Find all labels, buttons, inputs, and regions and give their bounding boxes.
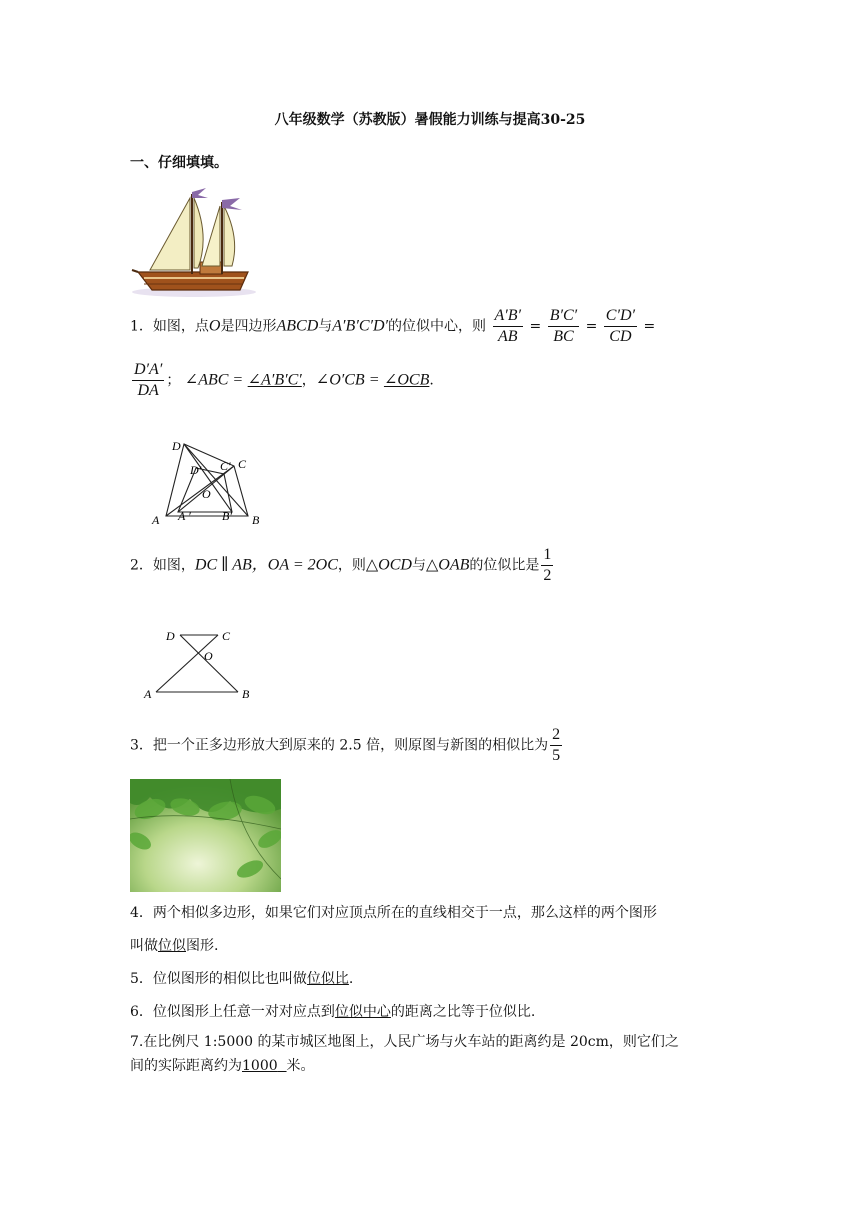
fig1-label-c-prime: C′ [220,459,231,473]
question-1-continued [130,360,434,401]
question-1 [130,306,655,347]
fig1-label-a: A [152,513,160,527]
q7-pre: 间的实际距离约为 [130,1058,242,1074]
q1-angle2: ∠O′CB = [315,371,380,389]
q1-angle1: ∠ABC = [184,371,244,389]
page-title: 八年级数学（苏教版）暑假能力训练与提高30-25 [274,112,586,128]
fig2-label-c: C [222,629,231,643]
q3-fraction-num: 2 [550,725,562,746]
q1-o: O [208,317,221,335]
fig1-label-b: B [252,513,260,527]
fraction-4 [132,360,164,401]
question-7-line-2 [130,1055,315,1075]
fraction-3-den: CD [609,328,632,345]
question-5 [130,968,353,988]
q1-text1: 是四边形 [220,318,277,335]
q1-comma: ， [301,372,316,389]
fraction-2-den: BC [553,328,574,345]
q5-post: . [348,971,354,987]
fig1-label-o: O [202,487,211,501]
q1-answer-2: ∠OCB [383,371,430,389]
q4-answer: 位似 [158,938,186,954]
q1-text2: 与 [318,318,333,335]
equals-1: = [529,318,542,335]
question-4-line-1: 4．两个相似多边形，如果它们对应顶点所在的直线相交于一点，那么这样的两个图形 [130,905,657,921]
q2-text1: ，则 [337,557,366,574]
fraction-4-den: DA [137,382,159,399]
q6-answer: 位似中心 [334,1004,391,1020]
leaves-photo [130,779,281,892]
fraction-4-num: D′A′ [132,360,164,381]
q2-triangle-oab: △OAB [425,556,470,574]
question-2 [130,545,555,586]
q4-post: 图形. [186,938,219,954]
fig1-label-d-prime: D′ [190,463,202,477]
sailboat-illustration [130,186,258,298]
figure-1-quadrilateral [148,432,268,532]
q7-post: 米。 [286,1058,315,1074]
fraction-2-num: B′C′ [548,306,579,327]
question-7-line-1: 7.在比例尺 1:5000 的某市城区地图上，人民广场与火车站的距离约是 20cm，则它们之 [130,1034,679,1050]
fig2-label-b: B [242,687,250,701]
q2-text2: 与 [411,557,426,574]
equals-3: = [643,318,656,335]
q1-abcd: ABCD [276,317,319,335]
q2-fraction-num: 1 [541,545,553,566]
fraction-2 [548,306,579,347]
fraction-3 [604,306,637,347]
fig1-label-b-prime: B′ [222,509,232,523]
q1-prefix: 1．如图，点 [130,318,209,335]
q2-text3: 的位似比是 [469,557,540,574]
question-3 [130,725,564,766]
q1-answer-1: ∠A′B′C′ [247,371,302,389]
fraction-1 [493,306,524,347]
question-6 [130,1001,535,1021]
q1-semicolon: ； [166,372,181,389]
equals-2: = [585,318,598,335]
fig2-label-d: D [166,629,175,643]
fig1-label-c: C [238,457,247,471]
fig2-label-o: O [204,649,213,663]
q7-answer-value: 1000 [242,1058,278,1074]
figure-2-triangles [140,626,260,706]
q1-text3: 的位似中心，则 [388,318,487,335]
q2-triangle-ocd: △OCD [365,556,412,574]
q3-fraction-den: 5 [552,747,561,764]
q6-post: 的距离之比等于位似比. [390,1004,536,1020]
q5-pre: 5．位似图形的相似比也叫做 [130,971,307,987]
q2-condition: DC ∥ AB，OA = 2OC [194,556,338,574]
section-heading: 一、仔细填填。 [130,155,228,171]
q2-fraction-den: 2 [543,567,552,584]
q3-answer-fraction [550,725,562,766]
q6-pre: 6．位似图形上任意一对对应点到 [130,1004,335,1020]
fig1-label-d: D [172,439,181,453]
fraction-3-num: C′D′ [604,306,637,327]
q2-prefix: 2．如图， [130,557,195,574]
question-4-line-2 [130,935,218,955]
q2-answer-fraction [541,545,553,586]
fraction-1-den: AB [498,328,518,345]
fig1-label-a-prime: A ′ [178,509,191,523]
q3-text: 3．把一个正多边形放大到原来的 2.5 倍，则原图与新图的相似比为 [130,737,549,754]
q5-answer: 位似比 [306,971,349,987]
fraction-1-num: A′B′ [493,306,524,327]
q7-answer [242,1058,287,1074]
q1-a1b1c1d1: A′B′C′D′ [332,317,389,335]
q4-pre: 叫做 [130,938,158,954]
fig2-label-a: A [144,687,152,701]
q1-end: . [429,372,434,389]
